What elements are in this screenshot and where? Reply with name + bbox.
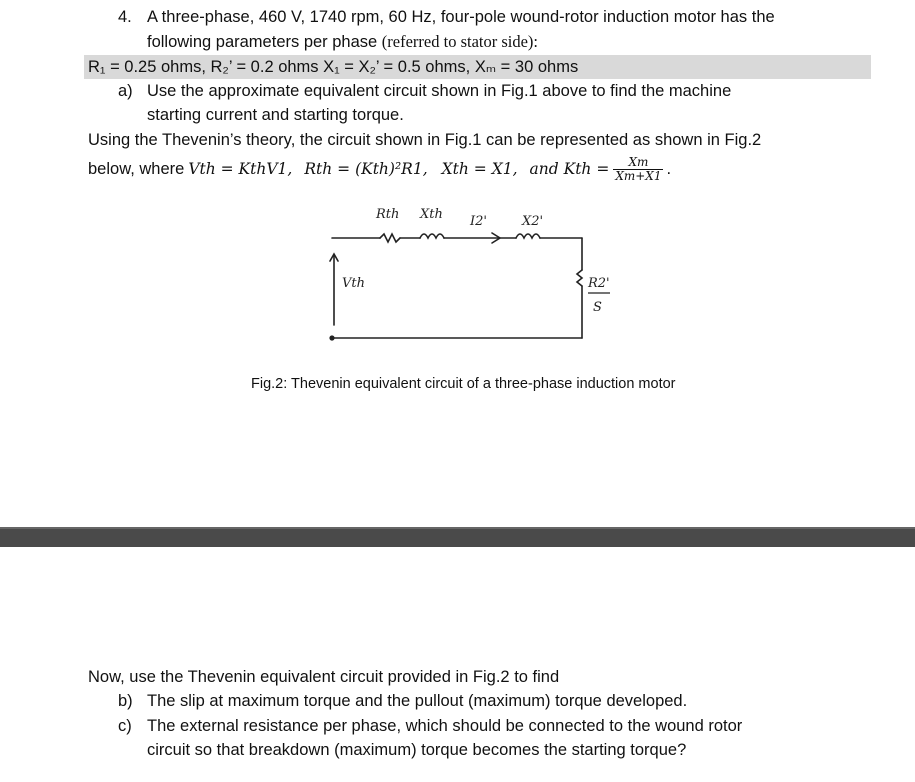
thevenin-circuit-diagram (320, 195, 630, 355)
thevenin-prefix: below, where (88, 159, 185, 178)
eq-kth: and Kth = (529, 160, 610, 178)
label-rth: Rth (376, 207, 400, 222)
label-i2: I2' (470, 214, 487, 229)
part-c-line-1: The external resistance per phase, which should be connected to the wound rotor (147, 717, 743, 735)
thevenin-line-1: Using the Thevenin’s theory, the circuit shown in Fig.1 can be represented as shown in Fig.2 (88, 131, 762, 149)
part-b-text: The slip at maximum torque and the pullout (maximum) torque developed. (147, 692, 688, 710)
eq-end: . (666, 159, 672, 178)
label-s: S (593, 300, 602, 315)
part-b-label: b) (118, 692, 133, 710)
part-a-label: a) (118, 82, 133, 100)
rth-resistor-icon (380, 234, 400, 242)
kth-denominator: Xm+X1 (615, 168, 662, 183)
eq-vth: Vth = KthV1, (188, 160, 293, 178)
label-r2: R2' (588, 276, 610, 291)
figure-caption: Fig.2: Thevenin equivalent circuit of a three-phase induction motor (251, 376, 676, 392)
thevenin-equation-line (88, 152, 671, 186)
question-line-2-serif: (referred to stator side): (381, 32, 539, 51)
part-a-line-1: Use the approximate equivalent circuit shown in Fig.1 above to find the machine (147, 82, 732, 100)
part-c-line-2: circuit so that breakdown (maximum) torque becomes the starting torque? (147, 741, 687, 759)
xth-inductor-icon (420, 234, 444, 238)
eq-xth: Xth = X1, (441, 160, 518, 178)
question-number: 4. (118, 8, 132, 26)
kth-numerator: Xm (613, 156, 663, 170)
part-c-label: c) (118, 717, 132, 735)
question-line-2-text: following parameters per phase (147, 33, 382, 51)
label-xth: Xth (420, 207, 443, 222)
label-x2: X2' (522, 214, 544, 229)
kth-fraction (613, 156, 663, 183)
bottom-intro: Now, use the Thevenin equivalent circuit provided in Fig.2 to find (88, 668, 560, 686)
question-line-1: A three-phase, 460 V, 1740 rpm, 60 Hz, four-pole wound-rotor induction motor has the (147, 8, 775, 26)
x2-inductor-icon (516, 234, 540, 238)
label-vth: Vth (342, 276, 365, 291)
part-a-line-2: starting current and starting torque. (147, 106, 404, 124)
parameters-line: R₁ = 0.25 ohms, R₂’ = 0.2 ohms X₁ = X₂’ = 0.5 ohms, Xₘ = 30 ohms (88, 58, 579, 76)
r2-resistor-icon (577, 270, 582, 286)
eq-rth: Rth = (Kth)²R1, (304, 160, 428, 178)
page-divider (0, 527, 915, 547)
question-line-2 (147, 32, 538, 52)
